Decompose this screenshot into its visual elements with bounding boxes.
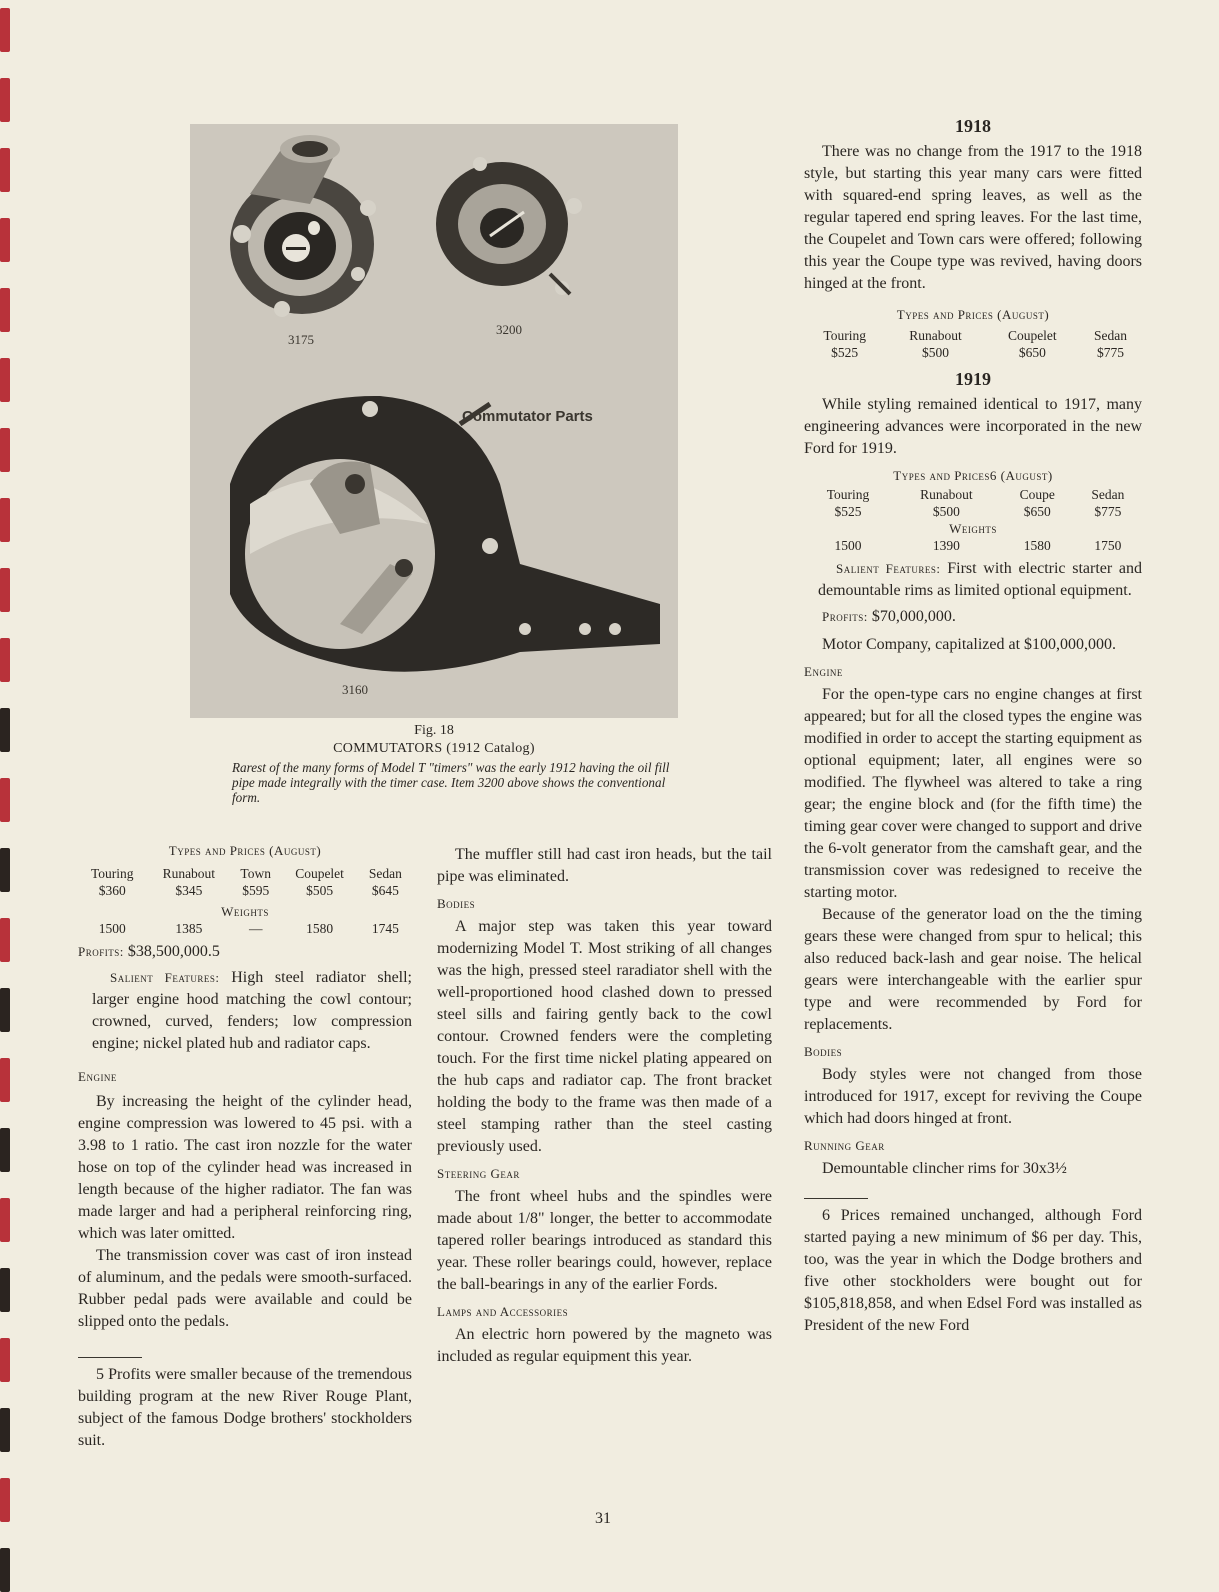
prices-table bbox=[78, 865, 412, 937]
price-value: $345 bbox=[175, 883, 203, 898]
bodies-paragraph: A major step was taken this year toward modernizing Model T. Most striking of all changes was the high, pressed steel raradiator shell with the well-proportioned hood clashed down to pressed steel sills and fairing gently back to the cowl contour. Crowned fenders were the completing touch. For the first time nickel plating appeared on the hub caps and radiator cap. The front bracket holding the body to the frame was then made of a steel stamping rather than the steel casting previously used. bbox=[437, 918, 772, 1155]
y1919-bodies-paragraph: Body styles were not changed from those introduced for 1917, except for reviving the Coupe which had doors hinged at front. bbox=[804, 1066, 1142, 1127]
running-gear-heading: Running Gear bbox=[804, 1138, 885, 1153]
weight-value: 1500 bbox=[834, 538, 862, 553]
photo-title: Commutator Parts bbox=[462, 408, 593, 425]
binding-mark bbox=[0, 568, 10, 612]
footnote-6: 6 Prices remained unchanged, although Ford started paying a new minimum of $6 per day. This, too, was the year in which the Dodge brothers and five other stockholders were bought out for $105,818,858, and when Edsel Ford was installed as President of the new Ford bbox=[804, 1207, 1142, 1334]
weight-value: 1385 bbox=[175, 921, 203, 936]
y1919-profits-value: $70,000,000. bbox=[871, 608, 956, 625]
profits-value: $38,500,000.5 bbox=[127, 943, 220, 960]
y1919-engine-heading: Engine bbox=[804, 664, 843, 679]
footnote-5: 5 Profits were smaller because of the tremendous building program at the new River Rouge Plant, subject of the famous Dodge brothers' stockholders suit. bbox=[78, 1366, 412, 1449]
salient-text: High steel radiator shell; larger engine hood matching the cowl contour; crowned, curved, fenders; low compression engine; nickel plated hub and radiator caps. bbox=[92, 969, 412, 1052]
binding-mark bbox=[0, 1058, 10, 1102]
binding-edge bbox=[0, 0, 22, 1592]
figure-title: COMMUTATORS (1912 Catalog) bbox=[333, 741, 535, 756]
year-1919-paragraph: While styling remained identical to 1917, many engineering advances were incorporated in the new Ford for 1919. bbox=[804, 396, 1142, 457]
right-column bbox=[804, 116, 1142, 1337]
commutator-photo bbox=[190, 124, 678, 718]
page-number: 31 bbox=[595, 1510, 611, 1527]
binding-mark bbox=[0, 1338, 10, 1382]
year-1918-heading: 1918 bbox=[955, 116, 991, 136]
price-header: Sedan bbox=[1093, 328, 1127, 343]
binding-mark bbox=[0, 1128, 10, 1172]
price-header: Coupe bbox=[1019, 487, 1055, 502]
prices-title: Types and Prices (August) bbox=[168, 843, 322, 858]
price-value: $525 bbox=[834, 504, 862, 519]
y1918-prices-table bbox=[804, 327, 1142, 361]
motor-company-line: Motor Company, capitalized at $100,000,000. bbox=[822, 636, 1117, 653]
profits-label: Profits: bbox=[78, 944, 124, 959]
price-header: Coupelet bbox=[295, 866, 344, 881]
price-value: $500 bbox=[932, 504, 960, 519]
price-value: $500 bbox=[922, 345, 950, 360]
y1919-prices-table bbox=[804, 486, 1142, 554]
price-value: $650 bbox=[1018, 345, 1046, 360]
running-gear-paragraph: Demountable clincher rims for 30x3½ bbox=[822, 1160, 1067, 1177]
price-value: $775 bbox=[1096, 345, 1124, 360]
price-header: Runabout bbox=[909, 328, 962, 343]
footnote-rule-right bbox=[804, 1198, 868, 1199]
left-column bbox=[78, 843, 412, 1452]
binding-mark bbox=[0, 638, 10, 682]
binding-mark bbox=[0, 1478, 10, 1522]
binding-mark bbox=[0, 148, 10, 192]
muffler-paragraph: The muffler still had cast iron heads, but the tail pipe was eliminated. bbox=[437, 846, 772, 885]
figure-caption bbox=[190, 723, 678, 805]
weight-value: 1745 bbox=[371, 921, 399, 936]
y1919-weights-title: Weights bbox=[949, 521, 997, 536]
y1919-prices-title: Types and Prices6 (August) bbox=[893, 468, 1053, 483]
price-header: Sedan bbox=[368, 866, 402, 881]
year-1918-paragraph: There was no change from the 1917 to the 1918 style, but starting this year many cars were fitted with squared-end spring leaves, as well as the regular tapered end spring leaves. For the last time, the Coupelet and Town cars were offered; following this year the Coupe type was revived, having doors hinged at the front. bbox=[804, 143, 1142, 292]
price-header: Sedan bbox=[1091, 487, 1125, 502]
binding-mark bbox=[0, 358, 10, 402]
price-value: $650 bbox=[1023, 504, 1051, 519]
salient-features bbox=[78, 967, 412, 1055]
year-1919-heading: 1919 bbox=[955, 369, 991, 389]
bodies-heading: Bodies bbox=[437, 896, 476, 911]
label-3160: 3160 bbox=[342, 682, 368, 697]
price-header: Touring bbox=[823, 328, 866, 343]
profits-line bbox=[78, 941, 412, 963]
binding-mark bbox=[0, 428, 10, 472]
y1919-engine-paragraph-1: For the open-type cars no engine changes at first appeared; but for all the closed types the engine was modified in order to accept the starting equipment as optional equipment; later, all engines were so modified. The flywheel was altered to take a ring gear; the engine block and (for the fifth time) the timing gear cover were changed to support and drive the 6-volt generator from the camshaft gear, and the transmission cover was redesigned to receive the starting motor. bbox=[804, 686, 1142, 901]
weight-value: — bbox=[248, 921, 263, 936]
binding-mark bbox=[0, 218, 10, 262]
price-header: Runabout bbox=[162, 866, 216, 881]
y1918-prices-title: Types and Prices (August) bbox=[896, 307, 1050, 322]
figure-description: Rarest of the many forms of Model T "timers" was the early 1912 having the oil fill pipe made integrally with the timer case. Item 3200 above shows the conventional form. bbox=[232, 760, 670, 805]
label-3200: 3200 bbox=[496, 322, 522, 337]
footnote-rule bbox=[78, 1357, 142, 1358]
y1919-profits-label: Profits: bbox=[822, 609, 868, 624]
weight-value: 1390 bbox=[932, 538, 960, 553]
binding-mark bbox=[0, 988, 10, 1032]
price-value: $505 bbox=[306, 883, 334, 898]
binding-mark bbox=[0, 848, 10, 892]
middle-column bbox=[437, 844, 772, 1368]
price-header: Touring bbox=[90, 866, 134, 881]
binding-mark bbox=[0, 708, 10, 752]
weight-value: 1500 bbox=[98, 921, 126, 936]
engine-paragraph-1: By increasing the height of the cylinder head, engine compression was lowered to 45 psi. with a 3.98 to 1 ratio. The cast iron nozzle for the water hose on top of the cylinder head was increased in length because of the higher radiator. The fan was made larger and had a peripheral reinforcing ring, which was later omitted. bbox=[78, 1093, 412, 1242]
weights-title: Weights bbox=[221, 904, 269, 919]
binding-mark bbox=[0, 1408, 10, 1452]
binding-mark bbox=[0, 778, 10, 822]
binding-mark bbox=[0, 1268, 10, 1312]
steering-paragraph: The front wheel hubs and the spindles were made about 1/8" longer, the better to accommodate tapered roller bearings introduced as standard this year. These roller bearings could, however, replace the ball-bearings in any of the earlier Fords. bbox=[437, 1188, 772, 1293]
weight-value: 1580 bbox=[1023, 538, 1051, 553]
lamps-paragraph: An electric horn powered by the magneto was included as regular equipment this year. bbox=[437, 1326, 772, 1365]
y1919-profits-line bbox=[804, 606, 1142, 628]
y1919-salient-text: First with electric starter and demountable rims as limited optional equipment. bbox=[818, 560, 1143, 599]
price-value: $525 bbox=[831, 345, 859, 360]
binding-mark bbox=[0, 288, 10, 332]
y1919-bodies-heading: Bodies bbox=[804, 1044, 843, 1059]
commutator-illustration bbox=[190, 124, 678, 718]
y1919-salient-features bbox=[804, 558, 1142, 602]
figure-number: Fig. 18 bbox=[414, 723, 454, 738]
engine-heading: Engine bbox=[78, 1069, 117, 1084]
price-value: $645 bbox=[371, 883, 399, 898]
weight-value: 1580 bbox=[306, 921, 334, 936]
lamps-heading: Lamps and Accessories bbox=[437, 1304, 569, 1319]
price-header: Touring bbox=[826, 487, 870, 502]
binding-mark bbox=[0, 1198, 10, 1242]
steering-heading: Steering Gear bbox=[437, 1166, 520, 1181]
price-header: Runabout bbox=[920, 487, 973, 502]
price-value: $775 bbox=[1094, 504, 1122, 519]
y1919-salient-label: Salient Features: bbox=[836, 561, 941, 576]
price-value: $360 bbox=[98, 883, 126, 898]
binding-mark bbox=[0, 78, 10, 122]
binding-mark bbox=[0, 498, 10, 542]
salient-label: Salient Features: bbox=[110, 970, 220, 985]
binding-mark bbox=[0, 1548, 10, 1592]
binding-mark bbox=[0, 918, 10, 962]
price-header: Town bbox=[240, 866, 271, 881]
price-value: $595 bbox=[242, 883, 270, 898]
engine-paragraph-2: The transmission cover was cast of iron instead of aluminum, and the pedals were smooth-surfaced. Rubber pedal pads were available and could be slipped onto the pedals. bbox=[78, 1247, 412, 1330]
y1919-engine-paragraph-2: Because of the generator load on the the timing gears these were changed from spur to helical; this also reduced back-lash and gear noise. The helical gears were interchangeable with the earlier spur type and were recommended by Ford for replacements. bbox=[804, 906, 1142, 1033]
label-3175: 3175 bbox=[288, 332, 314, 347]
weight-value: 1750 bbox=[1094, 538, 1122, 553]
binding-mark bbox=[0, 8, 10, 52]
price-header: Coupelet bbox=[1007, 328, 1057, 343]
